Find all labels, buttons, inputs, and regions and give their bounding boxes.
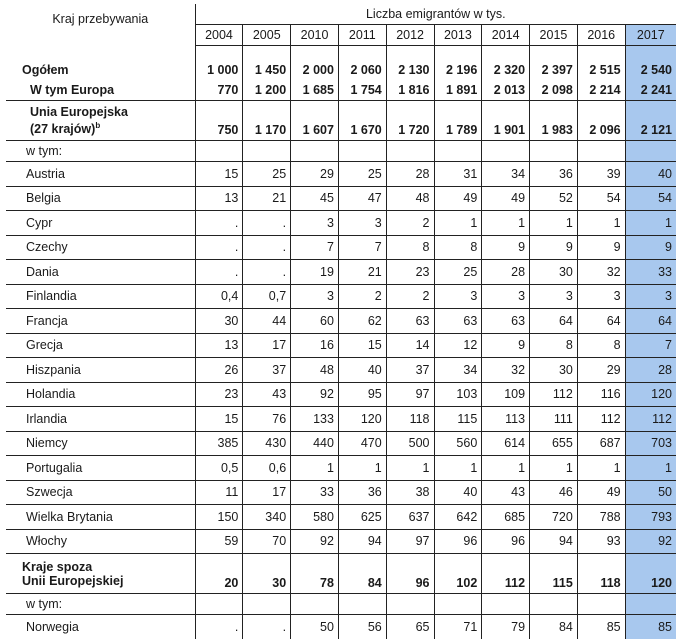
value-cell: 19 bbox=[291, 260, 339, 285]
value-cell: 8 bbox=[434, 235, 482, 260]
value-cell: 14 bbox=[386, 333, 434, 358]
value-cell: 16 bbox=[291, 333, 339, 358]
row-country bbox=[6, 333, 676, 358]
value-cell: 687 bbox=[577, 431, 625, 456]
value-cell: 50 bbox=[291, 615, 339, 639]
value-cell: 43 bbox=[243, 382, 291, 407]
value-cell: 52 bbox=[530, 186, 578, 211]
row-label: Portugalia bbox=[6, 456, 195, 481]
value-cell: 34 bbox=[482, 162, 530, 187]
row-label: Dania bbox=[6, 260, 195, 285]
value-cell: 84 bbox=[338, 554, 386, 594]
value-cell: 118 bbox=[577, 554, 625, 594]
value-cell: 13 bbox=[195, 186, 243, 211]
value-cell: 1 685 bbox=[291, 80, 339, 101]
spacer-row bbox=[6, 46, 676, 61]
value-cell: . bbox=[243, 615, 291, 639]
value-cell: 54 bbox=[577, 186, 625, 211]
year-header: 2004 bbox=[195, 25, 243, 46]
value-cell: 15 bbox=[195, 162, 243, 187]
value-cell: 1 bbox=[577, 456, 625, 481]
value-cell: 2 196 bbox=[434, 60, 482, 80]
value-cell: 63 bbox=[386, 309, 434, 334]
row-country bbox=[6, 260, 676, 285]
year-header: 2016 bbox=[577, 25, 625, 46]
value-cell: 96 bbox=[482, 529, 530, 554]
value-cell: 2 013 bbox=[482, 80, 530, 101]
value-cell: 94 bbox=[530, 529, 578, 554]
value-cell: 2 096 bbox=[577, 101, 625, 141]
value-cell: 17 bbox=[243, 480, 291, 505]
value-cell: 1 983 bbox=[530, 101, 578, 141]
value-cell: 2 060 bbox=[338, 60, 386, 80]
value-cell: 62 bbox=[338, 309, 386, 334]
row-country bbox=[6, 284, 676, 309]
value-cell: 1 bbox=[577, 211, 625, 236]
value-cell: 2 397 bbox=[530, 60, 578, 80]
value-cell: 1 200 bbox=[243, 80, 291, 101]
value-cell: 580 bbox=[291, 505, 339, 530]
value-cell: 440 bbox=[291, 431, 339, 456]
value-cell-highlighted: 1 bbox=[625, 456, 676, 481]
value-cell: 770 bbox=[195, 80, 243, 101]
value-cell: 79 bbox=[482, 615, 530, 639]
value-cell: 2 bbox=[386, 284, 434, 309]
value-cell: 2 515 bbox=[577, 60, 625, 80]
value-cell: 25 bbox=[243, 162, 291, 187]
value-cell: 115 bbox=[434, 407, 482, 432]
value-cell: 92 bbox=[291, 382, 339, 407]
value-cell: 0,5 bbox=[195, 456, 243, 481]
value-cell: 1 816 bbox=[386, 80, 434, 101]
value-cell: 71 bbox=[434, 615, 482, 639]
row-country bbox=[6, 382, 676, 407]
value-cell: 84 bbox=[530, 615, 578, 639]
value-cell-highlighted: 120 bbox=[625, 554, 676, 594]
row-label: Cypr bbox=[6, 211, 195, 236]
value-cell: 28 bbox=[482, 260, 530, 285]
value-cell: 3 bbox=[530, 284, 578, 309]
value-cell: 31 bbox=[434, 162, 482, 187]
value-cell: 1 bbox=[482, 211, 530, 236]
value-cell: 23 bbox=[386, 260, 434, 285]
value-cell: 1 bbox=[434, 456, 482, 481]
year-header: 2005 bbox=[243, 25, 291, 46]
row-country bbox=[6, 235, 676, 260]
row-subheading bbox=[6, 594, 676, 615]
value-cell: 92 bbox=[291, 529, 339, 554]
value-cell: 1 170 bbox=[243, 101, 291, 141]
row-europe bbox=[6, 80, 676, 101]
row-country bbox=[6, 358, 676, 383]
value-cell: 49 bbox=[482, 186, 530, 211]
value-cell: 15 bbox=[338, 333, 386, 358]
value-cell-highlighted: 1 bbox=[625, 211, 676, 236]
row-country bbox=[6, 505, 676, 530]
value-cell: 26 bbox=[195, 358, 243, 383]
value-cell: 9 bbox=[482, 235, 530, 260]
value-cell: . bbox=[195, 235, 243, 260]
row-label: w tym: bbox=[6, 594, 195, 615]
value-cell: 97 bbox=[386, 382, 434, 407]
value-cell: 625 bbox=[338, 505, 386, 530]
value-cell: 0,7 bbox=[243, 284, 291, 309]
value-cell-highlighted: 40 bbox=[625, 162, 676, 187]
value-cell: . bbox=[195, 260, 243, 285]
row-country bbox=[6, 407, 676, 432]
value-cell: 720 bbox=[530, 505, 578, 530]
value-cell: 49 bbox=[577, 480, 625, 505]
value-cell: 116 bbox=[577, 382, 625, 407]
value-cell: 8 bbox=[530, 333, 578, 358]
value-cell: 1 607 bbox=[291, 101, 339, 141]
row-label: Grecja bbox=[6, 333, 195, 358]
row-country bbox=[6, 186, 676, 211]
value-cell: 430 bbox=[243, 431, 291, 456]
value-cell: 102 bbox=[434, 554, 482, 594]
value-cell-highlighted: 2 121 bbox=[625, 101, 676, 141]
value-cell-highlighted: 2 241 bbox=[625, 80, 676, 101]
value-cell: 32 bbox=[577, 260, 625, 285]
value-cell: 103 bbox=[434, 382, 482, 407]
value-cell: 38 bbox=[386, 480, 434, 505]
value-cell: 43 bbox=[482, 480, 530, 505]
value-cell: 70 bbox=[243, 529, 291, 554]
value-cell: 1 bbox=[482, 456, 530, 481]
value-cell: 47 bbox=[338, 186, 386, 211]
value-cell: 64 bbox=[577, 309, 625, 334]
value-cell: 1 720 bbox=[386, 101, 434, 141]
row-label-line1: Unia Europejska bbox=[30, 105, 128, 119]
value-cell: 3 bbox=[577, 284, 625, 309]
row-country bbox=[6, 456, 676, 481]
value-cell: 21 bbox=[243, 186, 291, 211]
value-cell: 25 bbox=[338, 162, 386, 187]
year-header: 2011 bbox=[338, 25, 386, 46]
year-header: 2013 bbox=[434, 25, 482, 46]
value-cell: . bbox=[195, 211, 243, 236]
row-country bbox=[6, 162, 676, 187]
value-cell: 1 bbox=[338, 456, 386, 481]
value-cell: 45 bbox=[291, 186, 339, 211]
value-cell: 46 bbox=[530, 480, 578, 505]
row-label: Ogółem bbox=[6, 60, 195, 80]
value-cell: 0,4 bbox=[195, 284, 243, 309]
value-cell-highlighted: 85 bbox=[625, 615, 676, 639]
value-cell: 30 bbox=[195, 309, 243, 334]
row-label: Szwecja bbox=[6, 480, 195, 505]
value-cell: 2 bbox=[338, 284, 386, 309]
row-label: Austria bbox=[6, 162, 195, 187]
value-cell-highlighted: 28 bbox=[625, 358, 676, 383]
row-label bbox=[6, 101, 195, 141]
row-label: W tym Europa bbox=[6, 80, 195, 101]
row-non-eu bbox=[6, 554, 676, 594]
year-header-highlighted: 2017 bbox=[625, 25, 676, 46]
value-cell: 97 bbox=[386, 529, 434, 554]
value-cell-highlighted: 9 bbox=[625, 235, 676, 260]
value-cell: 56 bbox=[338, 615, 386, 639]
value-cell: 113 bbox=[482, 407, 530, 432]
emigrants-table bbox=[6, 4, 676, 639]
value-cell-highlighted: 54 bbox=[625, 186, 676, 211]
value-cell: 59 bbox=[195, 529, 243, 554]
value-cell: 48 bbox=[291, 358, 339, 383]
row-label-line2: Unii Europejskiej bbox=[22, 574, 123, 588]
value-cell: 109 bbox=[482, 382, 530, 407]
value-cell: 30 bbox=[530, 260, 578, 285]
value-cell: 560 bbox=[434, 431, 482, 456]
year-header: 2014 bbox=[482, 25, 530, 46]
value-cell: 29 bbox=[577, 358, 625, 383]
value-cell: 1 891 bbox=[434, 80, 482, 101]
value-cell: 36 bbox=[338, 480, 386, 505]
value-cell: 112 bbox=[577, 407, 625, 432]
row-label: Niemcy bbox=[6, 431, 195, 456]
row-total bbox=[6, 60, 676, 80]
value-cell: 112 bbox=[482, 554, 530, 594]
row-label bbox=[6, 554, 195, 594]
value-cell: 34 bbox=[434, 358, 482, 383]
value-cell: 49 bbox=[434, 186, 482, 211]
value-cell: 33 bbox=[291, 480, 339, 505]
value-cell: 95 bbox=[338, 382, 386, 407]
value-cell: 94 bbox=[338, 529, 386, 554]
value-cell: 36 bbox=[530, 162, 578, 187]
value-cell: 2 320 bbox=[482, 60, 530, 80]
value-cell: 29 bbox=[291, 162, 339, 187]
value-cell: 96 bbox=[434, 529, 482, 554]
value-cell: 1 450 bbox=[243, 60, 291, 80]
value-cell: 1 789 bbox=[434, 101, 482, 141]
value-cell: 7 bbox=[338, 235, 386, 260]
value-cell: 8 bbox=[386, 235, 434, 260]
value-cell: 1 670 bbox=[338, 101, 386, 141]
value-cell: 30 bbox=[530, 358, 578, 383]
row-label-line2: (27 krajów) bbox=[30, 122, 95, 136]
value-cell: 1 bbox=[434, 211, 482, 236]
value-cell: 1 bbox=[530, 211, 578, 236]
value-cell: 23 bbox=[195, 382, 243, 407]
value-cell: 93 bbox=[577, 529, 625, 554]
value-cell: 48 bbox=[386, 186, 434, 211]
column-group-header: Liczba emigrantów w tys. bbox=[195, 4, 676, 25]
value-cell: 3 bbox=[338, 211, 386, 236]
value-cell: . bbox=[243, 235, 291, 260]
row-country bbox=[6, 529, 676, 554]
value-cell: 11 bbox=[195, 480, 243, 505]
value-cell: 3 bbox=[291, 284, 339, 309]
value-cell: 788 bbox=[577, 505, 625, 530]
value-cell: 32 bbox=[482, 358, 530, 383]
value-cell: 13 bbox=[195, 333, 243, 358]
value-cell-highlighted: 7 bbox=[625, 333, 676, 358]
value-cell: 642 bbox=[434, 505, 482, 530]
value-cell: 2 214 bbox=[577, 80, 625, 101]
value-cell: 112 bbox=[530, 382, 578, 407]
value-cell-highlighted: 2 540 bbox=[625, 60, 676, 80]
value-cell: 1 bbox=[291, 456, 339, 481]
value-cell: 2 098 bbox=[530, 80, 578, 101]
value-cell: 3 bbox=[434, 284, 482, 309]
value-cell: 39 bbox=[577, 162, 625, 187]
value-cell-highlighted: 33 bbox=[625, 260, 676, 285]
value-cell: 96 bbox=[386, 554, 434, 594]
row-label: Finlandia bbox=[6, 284, 195, 309]
value-cell: 9 bbox=[577, 235, 625, 260]
value-cell-highlighted: 793 bbox=[625, 505, 676, 530]
year-header: 2015 bbox=[530, 25, 578, 46]
value-cell: 40 bbox=[338, 358, 386, 383]
value-cell: 60 bbox=[291, 309, 339, 334]
value-cell: 9 bbox=[530, 235, 578, 260]
value-cell: 133 bbox=[291, 407, 339, 432]
value-cell: 2 000 bbox=[291, 60, 339, 80]
row-country bbox=[6, 480, 676, 505]
value-cell: 7 bbox=[291, 235, 339, 260]
value-cell: 1 000 bbox=[195, 60, 243, 80]
row-label: w tym: bbox=[6, 141, 195, 162]
value-cell: 2 bbox=[386, 211, 434, 236]
value-cell-highlighted: 50 bbox=[625, 480, 676, 505]
value-cell-highlighted: 64 bbox=[625, 309, 676, 334]
value-cell: 115 bbox=[530, 554, 578, 594]
row-label: Holandia bbox=[6, 382, 195, 407]
value-cell: . bbox=[243, 260, 291, 285]
value-cell: 65 bbox=[386, 615, 434, 639]
value-cell: 118 bbox=[386, 407, 434, 432]
value-cell-highlighted: 120 bbox=[625, 382, 676, 407]
value-cell: 17 bbox=[243, 333, 291, 358]
value-cell: 1 901 bbox=[482, 101, 530, 141]
row-label: Irlandia bbox=[6, 407, 195, 432]
value-cell-highlighted: 112 bbox=[625, 407, 676, 432]
value-cell-highlighted: 703 bbox=[625, 431, 676, 456]
row-country bbox=[6, 431, 676, 456]
year-header: 2012 bbox=[386, 25, 434, 46]
value-cell: 2 130 bbox=[386, 60, 434, 80]
value-cell: 63 bbox=[482, 309, 530, 334]
value-cell: 500 bbox=[386, 431, 434, 456]
value-cell: 78 bbox=[291, 554, 339, 594]
value-cell: 40 bbox=[434, 480, 482, 505]
value-cell: 37 bbox=[386, 358, 434, 383]
value-cell: 120 bbox=[338, 407, 386, 432]
value-cell: 64 bbox=[530, 309, 578, 334]
value-cell: 44 bbox=[243, 309, 291, 334]
row-label: Hiszpania bbox=[6, 358, 195, 383]
value-cell: . bbox=[243, 211, 291, 236]
value-cell: 1 754 bbox=[338, 80, 386, 101]
value-cell: 85 bbox=[577, 615, 625, 639]
table-body bbox=[6, 46, 676, 639]
year-header: 2010 bbox=[291, 25, 339, 46]
row-country bbox=[6, 615, 676, 639]
value-cell: . bbox=[195, 615, 243, 639]
value-cell: 15 bbox=[195, 407, 243, 432]
value-cell: 30 bbox=[243, 554, 291, 594]
value-cell: 37 bbox=[243, 358, 291, 383]
row-subheading bbox=[6, 141, 676, 162]
value-cell: 470 bbox=[338, 431, 386, 456]
footnote-marker: b bbox=[95, 121, 100, 130]
value-cell: 150 bbox=[195, 505, 243, 530]
value-cell: 0,6 bbox=[243, 456, 291, 481]
value-cell-highlighted: 3 bbox=[625, 284, 676, 309]
value-cell-highlighted: 92 bbox=[625, 529, 676, 554]
value-cell: 1 bbox=[386, 456, 434, 481]
row-country bbox=[6, 309, 676, 334]
value-cell: 21 bbox=[338, 260, 386, 285]
value-cell: 8 bbox=[577, 333, 625, 358]
value-cell: 637 bbox=[386, 505, 434, 530]
value-cell: 655 bbox=[530, 431, 578, 456]
value-cell: 3 bbox=[291, 211, 339, 236]
value-cell: 76 bbox=[243, 407, 291, 432]
row-label: Czechy bbox=[6, 235, 195, 260]
row-label: Wielka Brytania bbox=[6, 505, 195, 530]
value-cell: 25 bbox=[434, 260, 482, 285]
row-eu bbox=[6, 101, 676, 141]
value-cell: 385 bbox=[195, 431, 243, 456]
row-label: Włochy bbox=[6, 529, 195, 554]
value-cell: 614 bbox=[482, 431, 530, 456]
value-cell: 28 bbox=[386, 162, 434, 187]
column-header-country: Kraj przebywania bbox=[6, 4, 195, 46]
value-cell: 63 bbox=[434, 309, 482, 334]
value-cell: 340 bbox=[243, 505, 291, 530]
row-label: Francja bbox=[6, 309, 195, 334]
value-cell: 685 bbox=[482, 505, 530, 530]
value-cell: 111 bbox=[530, 407, 578, 432]
row-label: Belgia bbox=[6, 186, 195, 211]
row-country bbox=[6, 211, 676, 236]
value-cell: 1 bbox=[530, 456, 578, 481]
value-cell: 750 bbox=[195, 101, 243, 141]
row-label-line1: Kraje spoza bbox=[22, 560, 92, 574]
row-label: Norwegia bbox=[6, 615, 195, 639]
value-cell: 20 bbox=[195, 554, 243, 594]
value-cell: 12 bbox=[434, 333, 482, 358]
value-cell: 9 bbox=[482, 333, 530, 358]
value-cell: 3 bbox=[482, 284, 530, 309]
